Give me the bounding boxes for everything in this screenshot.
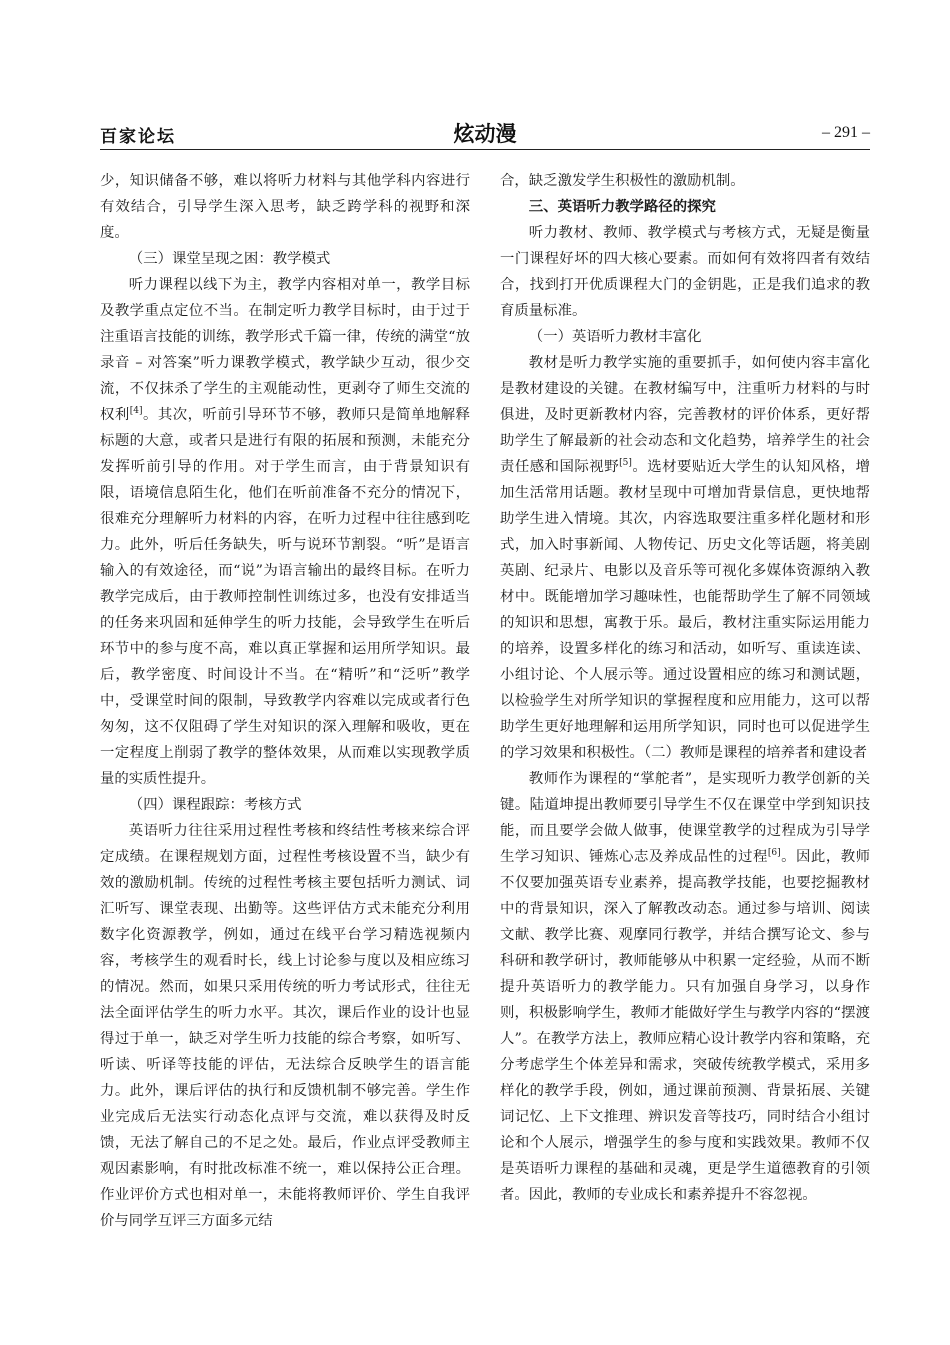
subsection-heading-3: （三）课堂呈现之困：教学模式 — [128, 251, 331, 267]
subsection-heading-1: （一）英语听力教材丰富化 — [528, 329, 702, 345]
header-page-number: – 291 – — [822, 124, 870, 141]
citation-ref-6: [6] — [767, 848, 781, 858]
paragraph-text: 。因此，教师不仅要加强英语专业素养，提高教学技能，也要挖掘教材中的背景知识，深入了解教改动态。通过参与培训、阅读文献、教学比赛、观摩同行教学，并结合撰写论文、参与科研和教学研讨，教师能够从中积累一定经验，从而不断提升英语听力的教学能力。只有加强自身学习，以身作则，积极影响学生，教师才能做好学生与教学内容的“摆渡人”。在教学方法上，教师应精心设计教学内容和策略，充分考虑学生个体差异和需求，突破传统教学模式，采用多样化的教学手段，例如，通过课前预测、背景拓展、关键词记忆、上下文推理、辨识发音等技巧，同时结合小组讨论和个人展示，增强学生的参与度和实践效果。教师不仅是英语听力课程的基础和灵魂，更是学生道德教育的引领者。因此，教师的专业成长和素养提升不容忽视。 — [500, 849, 870, 1203]
header-journal-title: 炫动漫 — [453, 122, 517, 146]
running-header — [100, 118, 870, 148]
header-divider — [100, 149, 870, 150]
paragraph-text: 教师作为课程的“掌舵者”，是实现听力教学创新的关键。陆道坤提出教师要引导学生不仅在课堂中学到知识技能，而且要学会做人做事，使课堂教学的过程成为引导学生学习知识、锤炼心志及养成品性的过程 — [500, 771, 870, 865]
paragraph-teacher — [500, 766, 870, 1208]
citation-ref-4: [4] — [129, 406, 143, 416]
paragraph-text: 听力课程以线下为主，教学内容相对单一，教学目标及教学重点定位不当。在制定听力教学目标时，由于过于注重语言技能的训练，教学形式千篇一律，传统的满堂“放录音 – 对答案”听力课教学模式，教学缺少互动，很少交流，不仅抹杀了学生的主观能动性，更剥夺了师生交流的权利 — [100, 277, 470, 423]
citation-ref-5: [5] — [619, 458, 632, 468]
left-column — [100, 168, 470, 1234]
paragraph-text: 。选材要贴近大学生的认知风格，增加生活常用话题。教材呈现中可增加背景信息，更快地帮助学生进入情境。其次，内容选取要注重多样化题材和形式，加入时事新闻、人物传记、历史文化等话题，将美剧英剧、纪录片、电影以及音乐等可视化多媒体资源纳入教材中。既能增加学习趣味性，也能帮助学生了解不同领域的知识和思想，寓教于乐。最后，教材注重实际运用能力的培养，设置多样化的练习和活动，如听写、重读连读、小组讨论、个人展示等。通过设置相应的练习和测试题，以检验学生对所学知识的掌握程度和应用能力，这可以帮助学生更好地理解和运用所学知识，同时也可以促进学生的学习效果和积极性。 — [500, 459, 870, 761]
paragraph-assessment: 英语听力往往采用过程性考核和终结性考核来综合评定成绩。在课程规划方面，过程性考核设置不当，缺少有效的激励机制。传统的过程性考核主要包括听力测试、词汇听写、课堂表现、出勤等。这些评估方式未能充分利用数字化资源教学，例如，通过在线平台学习精选视频内容，考核学生的观看时长，线上讨论参与度以及相应练习的情况。然而，如果只采用传统的听力考试形式，往往无法全面评估学生的听力水平。其次，课后作业的设计也显得过于单一，缺乏对学生听力技能的综合考察，如听写、听读、听译等技能的评估，无法综合反映学生的语言能力。此外，课后评估的执行和反馈机制不够完善。学生作业完成后无法实行动态化点评与交流，难以获得及时反馈，无法了解自己的不足之处。最后，作业点评受教师主观因素影响，有时批改标准不统一，难以保持公正合理。作业评价方式也相对单一，未能将教师评价、学生自我评价与同学互评三方面多元结 — [100, 823, 470, 1229]
right-column — [500, 168, 870, 1208]
paragraph-intro: 听力教材、教师、教学模式与考核方式，无疑是衡量一门课程好坏的四大核心要素。而如何有效将四者有效结合，找到打开优质课程大门的金钥匙，正是我们追求的教育质量标准。 — [500, 225, 870, 319]
paragraph-text: 。其次，听前引导环节不够，教师只是简单地解释标题的大意，或者只是进行有限的拓展和预测，未能充分发挥听前引导的作用。对于学生而言，由于背景知识有限，语境信息陌生化，他们在听前准备不充分的情况下，很难充分理解听力材料的内容，在听力过程中往往感到吃力。此外，听后任务缺失，听与说环节割裂。“听”是语言输入的有效途径，而“说”为语言输出的最终目标。在听力教学完成后，由于教师控制性训练过多，也没有安排适当的任务来巩固和延伸学生的听力技能，会导致学生在听后环节中的参与度不高，难以真正掌握和运用所学知识。最后，教学密度、时间设计不当。在“精听”和“泛听”教学中，受课堂时间的限制，导致教学内容难以完成或者行色匆匆，这不仅阻碍了学生对知识的深入理解和吸收，更在一定程度上削弱了教学的整体效果，从而难以实现教学质量的实质性提升。 — [100, 407, 470, 787]
paragraph-continued: 合，缺乏激发学生积极性的激励机制。 — [500, 173, 745, 189]
paragraph-materials — [500, 350, 870, 766]
paragraph-text: 教材是听力教学实施的重要抓手，如何使内容丰富化是教材建设的关键。在教材编写中，注重听力材料的与时俱进，及时更新教材内容，完善教材的评价体系，更好帮助学生了解最新的社会动态和文化趋势，培养学生的社会责任感和国际视野 — [500, 355, 870, 475]
paragraph-continued: 少，知识储备不够，难以将听力材料与其他学科内容进行有效结合，引导学生深入思考，缺乏跨学科的视野和深度。 — [100, 173, 470, 241]
subsection-heading-4: （四）课程跟踪：考核方式 — [128, 797, 302, 813]
paragraph-teaching-mode — [100, 272, 470, 792]
header-section-label: 百家论坛 — [100, 127, 176, 147]
section-heading-3: 三、英语听力教学路径的探究 — [528, 198, 716, 215]
subsection-heading-2: （二）教师是课程的培养者和建设者 — [643, 745, 867, 761]
